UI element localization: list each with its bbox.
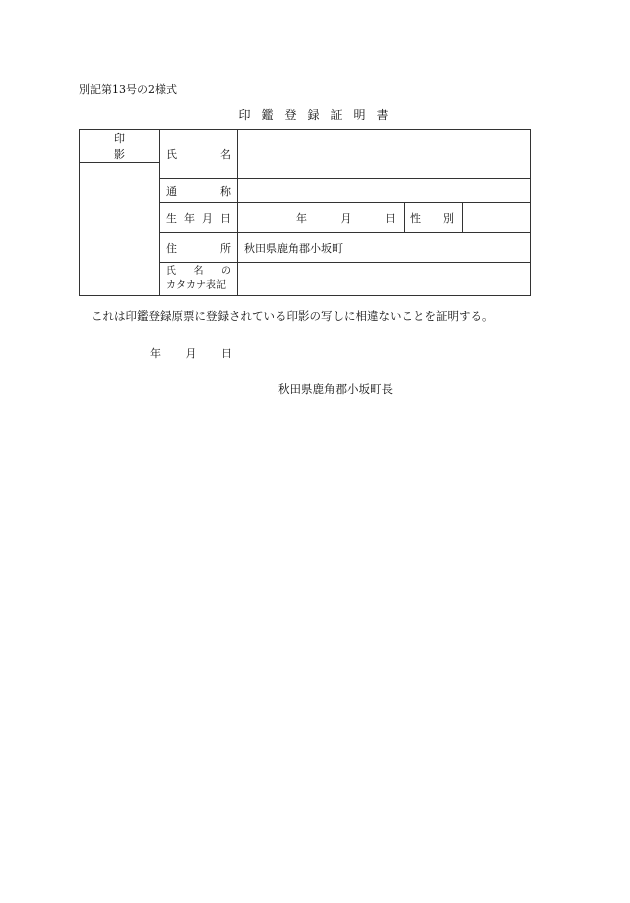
address-value: 秋田県鹿角郡小坂町: [238, 233, 531, 263]
seal-impression-box: [80, 163, 160, 296]
name-label-char: 氏: [166, 148, 177, 161]
dob-day-label: 日: [385, 211, 396, 225]
alias-label-char: 称: [220, 184, 231, 198]
alias-label-char: 通: [166, 184, 177, 198]
registration-table: [79, 129, 531, 296]
issue-month-label: 月: [185, 347, 197, 360]
issue-day-label: 日: [221, 347, 232, 360]
kana-label-char: 氏: [166, 266, 176, 277]
kana-name-value: [238, 263, 531, 296]
certification-text: これは印鑑登録原票に登録されている印影の写しに相違ないことを証明する。: [91, 309, 494, 323]
gender-label-cell: [405, 203, 463, 233]
dob-year-label: 年: [296, 211, 307, 225]
kana-name-label-cell: [160, 263, 238, 296]
issuer-name: 秋田県鹿角郡小坂町長: [278, 382, 393, 396]
dob-label-char: 月: [202, 211, 213, 225]
document-title: 印鑑登録証明書: [238, 108, 400, 122]
dob-label-char: 日: [220, 211, 231, 225]
form-number: 別記第13号の2様式: [79, 83, 177, 96]
gender-value: [463, 203, 531, 233]
name-value: [238, 130, 531, 179]
kana-label-char: 名: [193, 266, 204, 277]
dob-label-char: 年: [184, 211, 195, 225]
alias-value: [238, 179, 531, 203]
address-label-char: 住: [166, 241, 177, 255]
gender-label-char: 別: [443, 211, 454, 225]
address-label-char: 所: [220, 241, 231, 255]
seal-impression-header: 印影: [80, 130, 160, 163]
issue-year-label: 年: [150, 347, 161, 360]
alias-label-cell: [160, 179, 238, 203]
address-label-cell: [160, 233, 238, 263]
issue-date: [150, 345, 232, 361]
kana-label-char: の: [221, 266, 231, 277]
dob-label-char: 生: [166, 211, 177, 225]
name-label-cell: [160, 130, 238, 179]
dob-label-cell: [160, 203, 238, 233]
name-label-char: 名: [220, 148, 231, 161]
dob-month-label: 月: [340, 211, 352, 225]
dob-value-cell: [238, 203, 405, 233]
kana-label-row2: カタカナ表記: [166, 280, 226, 291]
gender-label-char: 性: [410, 211, 421, 225]
